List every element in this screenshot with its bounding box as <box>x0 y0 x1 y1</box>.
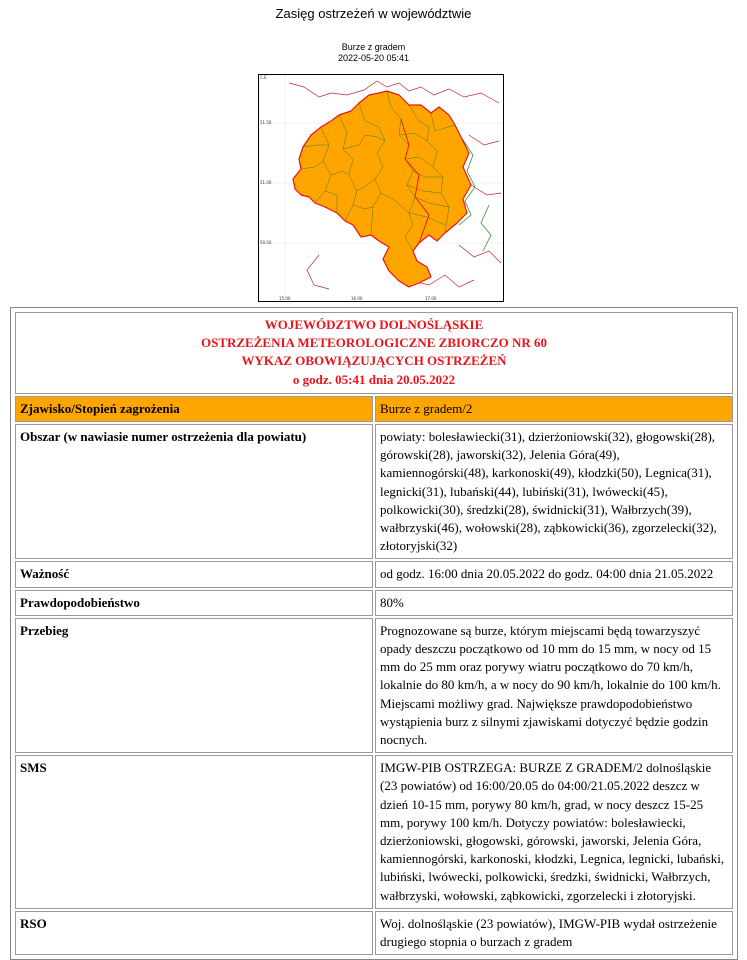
row-value-phenomenon: Burze z gradem/2 <box>375 396 733 422</box>
warning-area <box>293 91 471 287</box>
axis-label-lat-3: 50.50 <box>260 240 272 245</box>
header-voivodeship: WOJEWÓDZTWO DOLNOŚLĄSKIE <box>264 317 484 332</box>
axis-label-lat-2: 51.00 <box>260 180 272 185</box>
axis-label-lat-1: 51.50 <box>260 120 272 125</box>
table-row-validity <box>15 561 733 587</box>
map-caption-timestamp: 2022-05-20 05:41 <box>337 53 410 63</box>
voivodeship-map <box>259 75 503 301</box>
row-value-rso: Woj. dolnośląskie (23 powiatów), IMGW-PIB wydał ostrzeżenie drugiego stopnia o burzach z gradem <box>375 911 733 955</box>
warnings-table <box>10 307 738 960</box>
row-value-area: powiaty: bolesławiecki(31), dzierżoniowski(32), głogowski(28), górowski(28), jaworski(32), Jelenia Góra(49), kamiennogórski(48), karkonoski(49), kłodzki(50), Legnica(31), legnicki(31), lubański(44), lubiński(31), lwówecki(45), polkowicki(30), średzki(28), świdnicki(31), Wałbrzych(39), wałbrzyski(46), wołowski(28), ząbkowicki(36), zgorzelecki(32), złotoryjski(32) <box>375 424 733 559</box>
row-label-sms: SMS <box>15 755 373 909</box>
row-label-area: Obszar (w nawiasie numer ostrzeżenia dla powiatu) <box>15 424 373 559</box>
row-label-phenomenon: Zjawisko/Stopień zagrożenia <box>15 396 373 422</box>
axis-label-corner: C.E <box>260 75 267 80</box>
axis-label-lon-3: 17.00 <box>425 296 437 301</box>
header-issue-time: o godz. 05:41 dnia 20.05.2022 <box>292 371 456 387</box>
map-caption <box>0 42 747 64</box>
table-row-probability <box>15 590 733 616</box>
axis-label-lon-2: 16.00 <box>351 296 363 301</box>
table-header <box>15 312 733 394</box>
axis-label-lon-1: 15.00 <box>279 296 291 301</box>
table-row-sms <box>15 755 733 909</box>
row-label-course: Przebieg <box>15 618 373 753</box>
warning-map <box>258 74 504 302</box>
table-row-rso <box>15 911 733 955</box>
row-value-validity: od godz. 16:00 dnia 20.05.2022 do godz. 04:00 dnia 21.05.2022 <box>375 561 733 587</box>
row-label-validity: Ważność <box>15 561 373 587</box>
table-row-area <box>15 424 733 559</box>
table-row-course <box>15 618 733 753</box>
row-value-probability: 80% <box>375 590 733 616</box>
map-caption-phenomenon: Burze z gradem <box>341 42 406 52</box>
row-value-sms: IMGW-PIB OSTRZEGA: BURZE Z GRADEM/2 dolnośląskie (23 powiatów) od 16:00/20.05 do 04:00/21.05.2022 deszcz w dzień 10-15 mm, porywy 80 km/h, grad, w nocy deszcz 15-25 mm, porywy 100 km/h. Dotyczy powiatów: bolesławiecki, dzierżoniowski, głogowski, górowski, jaworski, Jelenia Góra, kamiennogórski, karkonoski, kłodzki, Legnica, legnicki, lubański, lubiński, lwówecki, polkowicki, średzki, świdnicki, Wałbrzych, wałbrzyski, wołowski, ząbkowicki, zgorzelecki i złotoryjski. <box>375 755 733 909</box>
header-list-title: WYKAZ OBOWIĄZUJĄCYCH OSTRZEŻEŃ <box>241 353 507 369</box>
header-summary-number: OSTRZEŻENIA METEOROLOGICZNE ZBIORCZO NR 60 <box>200 335 548 351</box>
row-value-course: Prognozowane są burze, którym miejscami będą towarzyszyć opady deszczu początkowo od 10 mm do 15 mm, w nocy od 15 mm do 25 mm oraz porywy wiatru początkowo do 70 km/h, lokalnie do 80 km/h, a w nocy do 90 km/h, lokalnie do 100 km/h. Miejscami możliwy grad. Największe prawdopodobieństwo wystąpienia burz z silnymi zjawiskami dotyczyć będzie godzin nocnych. <box>375 618 733 753</box>
row-label-probability: Prawdopodobieństwo <box>15 590 373 616</box>
row-label-rso: RSO <box>15 911 373 955</box>
page-title: Zasięg ostrzeżeń w województwie <box>275 6 472 21</box>
table-row-phenomenon <box>15 396 733 422</box>
